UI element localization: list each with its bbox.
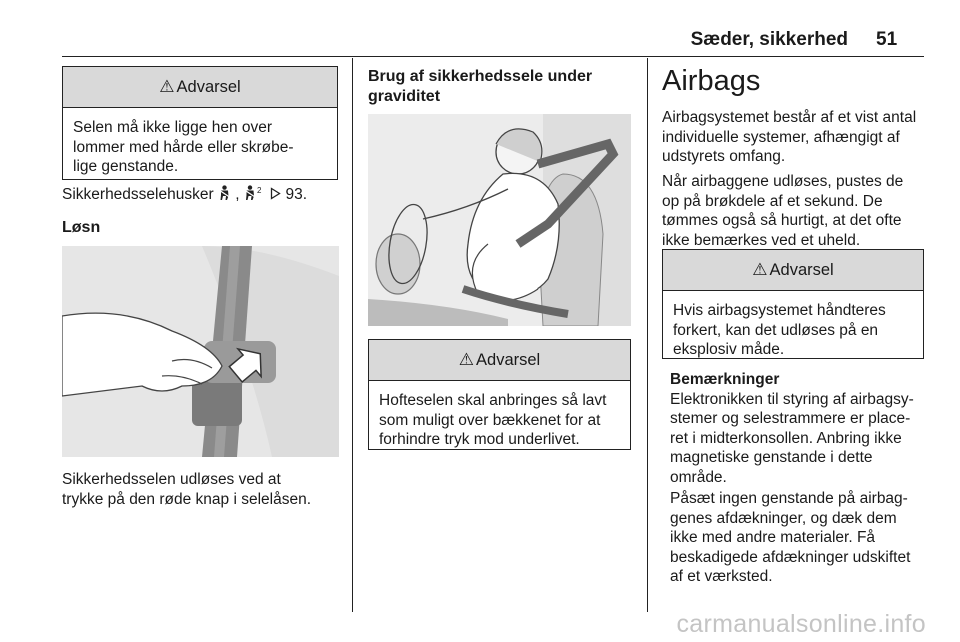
text-line: af et værksted.	[670, 568, 773, 585]
watermark-text: carmanualsonline.info	[676, 610, 926, 638]
reminder-text: Sikkerhedsselehusker	[62, 186, 214, 203]
pregnant-driver-illustration	[368, 114, 631, 326]
column-divider-1	[352, 58, 353, 612]
release-heading: Løsn	[62, 219, 101, 236]
text-line: individuelle systemer, afhængigt af	[662, 128, 900, 146]
text-line: Påsæt ingen genstande på airbag-	[670, 490, 908, 507]
caption-line: trykke på den røde knap i selelåsen.	[62, 490, 311, 508]
heading-line: graviditet	[368, 87, 441, 105]
warning-line: som muligt over bækkenet for at	[379, 411, 601, 429]
warning-triangle-icon: ⚠	[458, 350, 475, 369]
warning-line: Hvis airbagsystemet håndteres	[673, 302, 886, 319]
warning-title: Advarsel	[769, 260, 834, 279]
warning-header	[63, 67, 337, 108]
seatbelt-rear-icon	[244, 186, 270, 203]
text-line: genes afdækninger, og dæk dem	[670, 509, 897, 527]
text-line: op på brøkdele af et sekund. De	[662, 192, 883, 210]
warning-triangle-icon: ⚠	[159, 77, 175, 96]
caption-line: Sikkerhedsselen udløses ved at	[62, 471, 281, 488]
text-line: Airbagsystemet består af et vist antal	[662, 109, 917, 126]
heading-line: Brug af sikkerhedssele under	[368, 68, 593, 85]
warning-line: lommer med hårde eller skrøbe-	[73, 138, 294, 156]
notes-heading: Bemærkninger	[670, 371, 780, 388]
warning-triangle-icon: ⚠	[752, 260, 768, 279]
text-line: udstyrets omfang.	[662, 148, 786, 165]
notes-block	[670, 370, 914, 487]
warning-title: Advarsel	[476, 350, 541, 369]
warning-box-lap-belt	[368, 339, 631, 450]
belt-release-illustration	[62, 246, 339, 457]
text-line: ikke bemærkes ved et uheld.	[662, 231, 861, 249]
text-line: beskadigede afdækninger udskiftet	[670, 548, 911, 566]
warning-line: forkert, kan det udløses på en	[673, 321, 879, 339]
pregnancy-heading	[368, 67, 592, 106]
text-line: ret i midterkonsollen. Anbring ikke	[670, 429, 902, 447]
reminder-separator: ,	[235, 186, 240, 203]
text-line: ikke med andre materialer. Få	[670, 529, 876, 546]
airbags-intro	[662, 108, 916, 167]
text-line: område.	[670, 468, 727, 486]
warning-line: Selen må ikke ligge hen over	[73, 119, 273, 136]
text-line: Når airbaggene udløses, pustes de	[662, 173, 904, 190]
warning-line: forhindre tryk mod underlivet.	[379, 431, 580, 448]
warning-box-airbag-handling	[662, 249, 924, 359]
warning-title: Advarsel	[176, 77, 241, 96]
airbags-deploy-text	[662, 172, 903, 250]
belt-reminder-reference	[62, 185, 307, 205]
warning-text	[369, 381, 630, 450]
page-section-title: Sæder, sikkerhed	[690, 29, 848, 50]
text-line: stemer og selestrammere er place-	[670, 410, 911, 427]
page-reference: 93.	[285, 186, 308, 203]
page-reference-arrow-icon	[270, 186, 285, 203]
text-line: magnetiske genstande i dette	[670, 449, 873, 466]
text-line: tømmes også så hurtigt, at det ofte	[662, 212, 902, 229]
warning-line: lige genstande.	[73, 158, 179, 175]
svg-text:2: 2	[256, 186, 262, 195]
seatbelt-icon	[218, 186, 235, 203]
text-line: Elektronikken til styring af airbagsy-	[670, 390, 914, 408]
release-caption	[62, 470, 311, 509]
header-divider	[62, 56, 924, 57]
warning-header	[369, 340, 630, 381]
warning-box-belt-objects	[62, 66, 338, 180]
warning-text	[63, 108, 337, 177]
column-divider-2	[647, 58, 648, 612]
notes-block-2	[670, 489, 910, 587]
warning-line: eksplosiv måde.	[673, 341, 785, 358]
airbags-heading: Airbags	[662, 65, 761, 97]
warning-line: Hofteselen skal anbringes så lavt	[379, 392, 607, 409]
page-number: 51	[876, 29, 898, 50]
warning-header	[663, 250, 923, 291]
warning-text	[663, 291, 923, 360]
